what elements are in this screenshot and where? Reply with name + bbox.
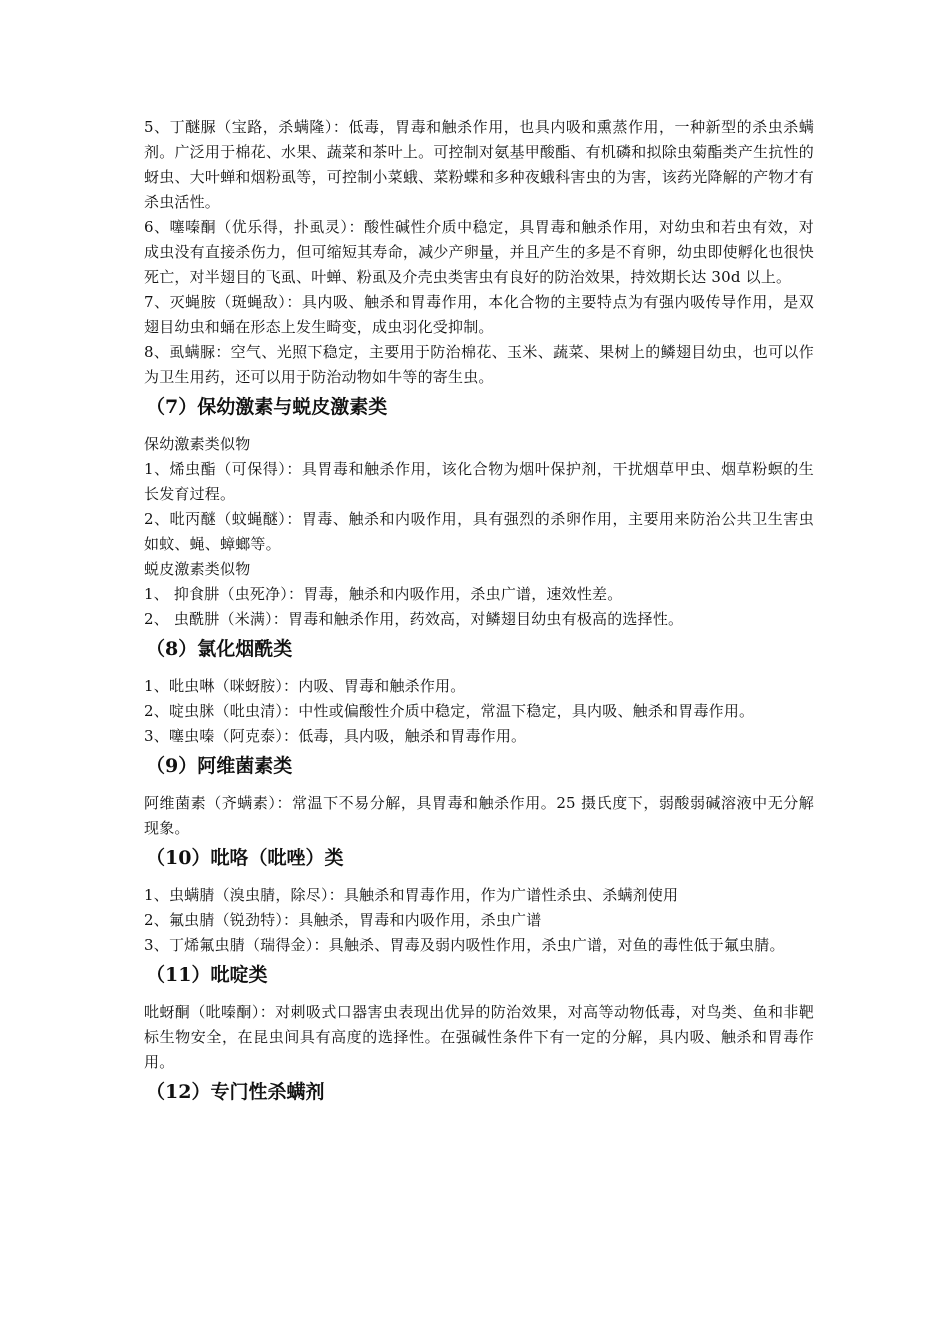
section-number: 10 [165, 847, 192, 869]
paragraph-item-1-chlorfenapyr: 1、虫螨腈（溴虫腈，除尽）：具触杀和胃毒作用，作为广谱性杀虫、杀螨剂使用 [144, 886, 679, 904]
section-number: 9 [165, 755, 179, 777]
paragraph-item-3-butene-fipronil: 3、丁烯氟虫腈（瑞得金）：具触杀、胃毒及弱内吸性作用，杀虫广谱，对鱼的毒性低于氟虫腈。 [144, 936, 785, 954]
section-title: 氯化烟酰类 [197, 638, 293, 660]
section-heading-8: （8）氯化烟酰类 [146, 638, 293, 660]
paragraph-item-3-thiamethoxam: 3、噻虫嗪（阿克泰）：低毒，具内吸，触杀和胃毒作用。 [144, 727, 527, 745]
paragraph-item-2-fipronil: 2、氟虫腈（锐劲特）：具触杀，胃毒和内吸作用，杀虫广谱 [144, 911, 542, 929]
section-number: 7 [165, 396, 179, 418]
document-page [144, 115, 814, 1117]
section-heading-12: （12）专门性杀螨剂 [146, 1081, 325, 1103]
paragraph-item-1-kinoprene: 1、烯虫酯（可保得）：具胃毒和触杀作用，该化合物为烟叶保护剂，干扰烟草甲虫、烟草粉螟的生长发育过程。 [144, 460, 814, 503]
section-number: 12 [165, 1081, 192, 1103]
paragraph-item-6-buprofezin: 6、噻嗪酮（优乐得，扑虱灵）：酸性碱性介质中稳定，具胃毒和触杀作用，对幼虫和若虫有效，对成虫没有直接杀伤力，但可缩短其寿命，减少产卵量，并且产生的多是不育卵，幼虫即使孵化也很快死亡，对半翅目的飞虱、叶蝉、粉虱及介壳虫类害虫有良好的防治效果，持效期长达 30d 以上。 [144, 218, 814, 286]
section-heading-11: （11）吡啶类 [146, 964, 268, 986]
section-title: 保幼激素与蜕皮激素类 [197, 396, 388, 418]
section-number: 11 [165, 964, 192, 986]
paragraph-item-2-pyriproxyfen: 2、吡丙醚（蚊蝇醚）：胃毒、触杀和内吸作用，具有强烈的杀卵作用，主要用来防治公共卫生害虫如蚊、蝇、蟑螂等。 [144, 510, 814, 553]
section-number: 8 [165, 638, 179, 660]
paragraph-item-5-diafenthiuron: 5、丁醚脲（宝路，杀螨隆）：低毒，胃毒和触杀作用，也具内吸和熏蒸作用，一种新型的杀虫杀螨剂。广泛用于棉花、水果、蔬菜和茶叶上。可控制对氨基甲酸酯、有机磷和拟除虫菊酯类产生抗性的蚜虫、大叶蝉和烟粉虱等，可控制小菜蛾、菜粉蝶和多种夜蛾科害虫的为害，该药光降解的产物才有杀虫活性。 [144, 118, 814, 211]
paragraph-pymetrozine: 吡蚜酮（吡嗪酮）：对刺吸式口器害虫表现出优异的防治效果，对高等动物低毒，对鸟类、鱼和非靶标生物安全，在昆虫间具有高度的选择性。在强碱性条件下有一定的分解，具内吸、触杀和胃毒作用。 [144, 1003, 814, 1071]
paragraph-item-1-halofenozide: 1、 抑食肼（虫死净）：胃毒，触杀和内吸作用，杀虫广谱，速效性差。 [144, 585, 623, 603]
paragraph-item-1-imidacloprid: 1、吡虫啉（咪蚜胺）：内吸、胃毒和触杀作用。 [144, 677, 466, 695]
paragraph-item-2-acetamiprid: 2、啶虫脒（吡虫清）：中性或偏酸性介质中稳定，常温下稳定，具内吸、触杀和胃毒作用。 [144, 702, 755, 720]
section-heading-9: （9）阿维菌素类 [146, 755, 293, 777]
section-title: 吡啶类 [210, 964, 268, 986]
paragraph-item-7-cyromazine: 7、灭蝇胺（斑蝇敌）：具内吸、触杀和胃毒作用，本化合物的主要特点为有强内吸传导作用，是双翅目幼虫和蛹在形态上发生畸变，成虫羽化受抑制。 [144, 293, 814, 336]
section-title: 吡咯（吡唑）类 [210, 847, 344, 869]
subsection-label-juvenile-hormone: 保幼激素类似物 [144, 435, 251, 453]
section-heading-7: （7）保幼激素与蜕皮激素类 [146, 396, 388, 418]
paragraph-item-2-tebufenozide: 2、 虫酰肼（米满）：胃毒和触杀作用，药效高，对鳞翅目幼虫有极高的选择性。 [144, 610, 684, 628]
subsection-label-ecdysone: 蜕皮激素类似物 [144, 560, 251, 578]
paragraph-abamectin: 阿维菌素（齐螨素）：常温下不易分解，具胃毒和触杀作用。25 摄氏度下，弱酸弱碱溶液中无分解现象。 [144, 794, 814, 837]
paragraph-item-8-lufenuron: 8、虱螨脲：空气、光照下稳定，主要用于防治棉花、玉米、蔬菜、果树上的鳞翅目幼虫，也可以作为卫生用药，还可以用于防治动物如牛等的寄生虫。 [144, 343, 814, 386]
section-title: 阿维菌素类 [197, 755, 293, 777]
section-title: 专门性杀螨剂 [210, 1081, 325, 1103]
section-heading-10: （10）吡咯（吡唑）类 [146, 847, 344, 869]
